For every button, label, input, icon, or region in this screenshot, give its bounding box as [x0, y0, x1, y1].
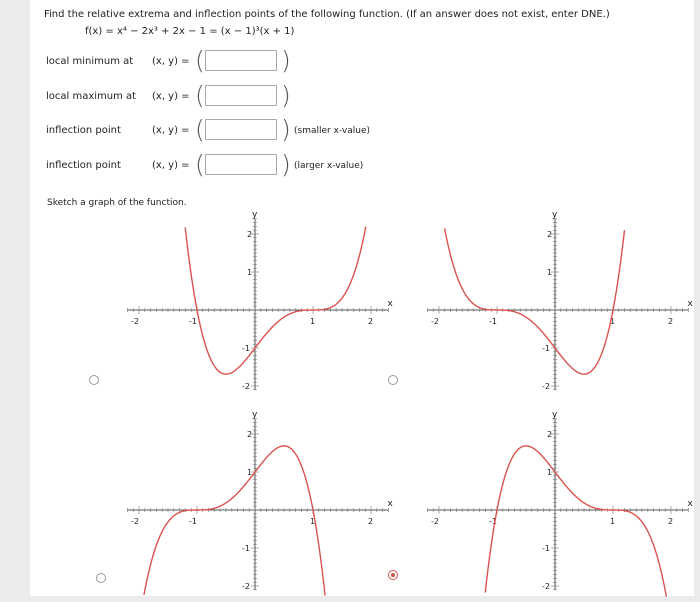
y-tick-label: 1 [547, 268, 553, 277]
x-tick-label: 1 [610, 317, 616, 326]
graph-option-a [90, 209, 393, 391]
y-axis-label: y [552, 409, 558, 420]
y-axis-label: y [252, 209, 258, 220]
graph-option-d [387, 409, 693, 591]
local-minimum-coord-label: (x, y) = [152, 56, 190, 67]
x-tick-label: -2 [431, 517, 439, 526]
x-tick-label: 2 [368, 517, 374, 526]
y-axis-label: y [552, 209, 558, 220]
x-tick-label: -2 [131, 317, 139, 326]
close-paren: ) [281, 46, 291, 75]
x-tick-label: 1 [310, 317, 316, 326]
x-axis-label: x [687, 299, 693, 309]
inflection-point-label: inflection point [46, 160, 121, 171]
y-tick-label: -2 [242, 382, 250, 391]
inflection-point-coord-label: (x, y) = [152, 160, 190, 171]
y-tick-label: 1 [547, 468, 553, 477]
x-axis-label: x [387, 299, 393, 309]
y-tick-label: -2 [242, 582, 250, 591]
x-tick-label: -1 [489, 317, 497, 326]
graph-option-d-radio[interactable] [388, 570, 398, 580]
graph-option-a-radio[interactable] [89, 375, 99, 385]
function-curve [485, 446, 666, 597]
larger-x-note: (larger x-value) [294, 161, 364, 171]
question-panel [30, 0, 694, 596]
local-minimum-input[interactable] [205, 50, 277, 71]
inflection-point-label: inflection point [46, 125, 121, 136]
graph-option-c-radio[interactable] [96, 573, 106, 583]
y-tick-label: -2 [542, 582, 550, 591]
local-maximum-label: local maximum at [46, 91, 137, 102]
graph-option-b [387, 209, 693, 391]
y-tick-label: 2 [247, 430, 253, 439]
close-paren: ) [281, 150, 291, 179]
y-axis-label: y [252, 409, 258, 420]
x-tick-label: 2 [668, 317, 674, 326]
y-tick-label: 1 [247, 268, 253, 277]
x-tick-label: -1 [189, 517, 197, 526]
x-tick-label: -1 [189, 317, 197, 326]
y-tick-label: 2 [547, 230, 553, 239]
function-curve [445, 228, 625, 374]
close-paren: ) [281, 81, 291, 110]
close-paren: ) [281, 115, 291, 144]
y-tick-label: 2 [547, 430, 553, 439]
x-axis-label: x [387, 499, 393, 509]
inflection-point-coord-label: (x, y) = [152, 125, 190, 136]
x-tick-label: -2 [431, 317, 439, 326]
y-tick-label: 1 [247, 468, 253, 477]
y-tick-label: 2 [247, 230, 253, 239]
y-tick-label: -1 [242, 344, 250, 353]
open-paren: ( [195, 150, 205, 179]
local-maximum-coord-label: (x, y) = [152, 91, 190, 102]
y-tick-label: -2 [542, 382, 550, 391]
open-paren: ( [195, 81, 205, 110]
function-curve [144, 446, 325, 596]
x-tick-label: 2 [668, 517, 674, 526]
sketch-prompt: Sketch a graph of the function. [47, 198, 187, 208]
function-curve [185, 227, 366, 374]
x-tick-label: 1 [610, 517, 616, 526]
graph-option-c [90, 409, 393, 591]
x-tick-label: 1 [310, 517, 316, 526]
x-tick-label: -2 [131, 517, 139, 526]
y-tick-label: -1 [542, 544, 550, 553]
y-tick-label: -1 [242, 544, 250, 553]
x-tick-label: 2 [368, 317, 374, 326]
open-paren: ( [195, 115, 205, 144]
function-expression: f(x) = x⁴ − 2x³ + 2x − 1 = (x − 1)³(x + 1) [85, 26, 295, 37]
x-tick-label: -1 [489, 517, 497, 526]
open-paren: ( [195, 46, 205, 75]
smaller-x-note: (smaller x-value) [294, 126, 371, 136]
inflection-larger-input[interactable] [205, 154, 277, 175]
local-minimum-label: local minimum at [46, 56, 134, 67]
question-prompt: Find the relative extrema and inflection points of the following function. (If an answer does not exist, enter DNE.) [44, 9, 610, 20]
y-tick-label: -1 [542, 344, 550, 353]
inflection-smaller-input[interactable] [205, 119, 277, 140]
graph-option-b-radio[interactable] [388, 375, 398, 385]
x-axis-label: x [687, 499, 693, 509]
local-maximum-input[interactable] [205, 85, 277, 106]
